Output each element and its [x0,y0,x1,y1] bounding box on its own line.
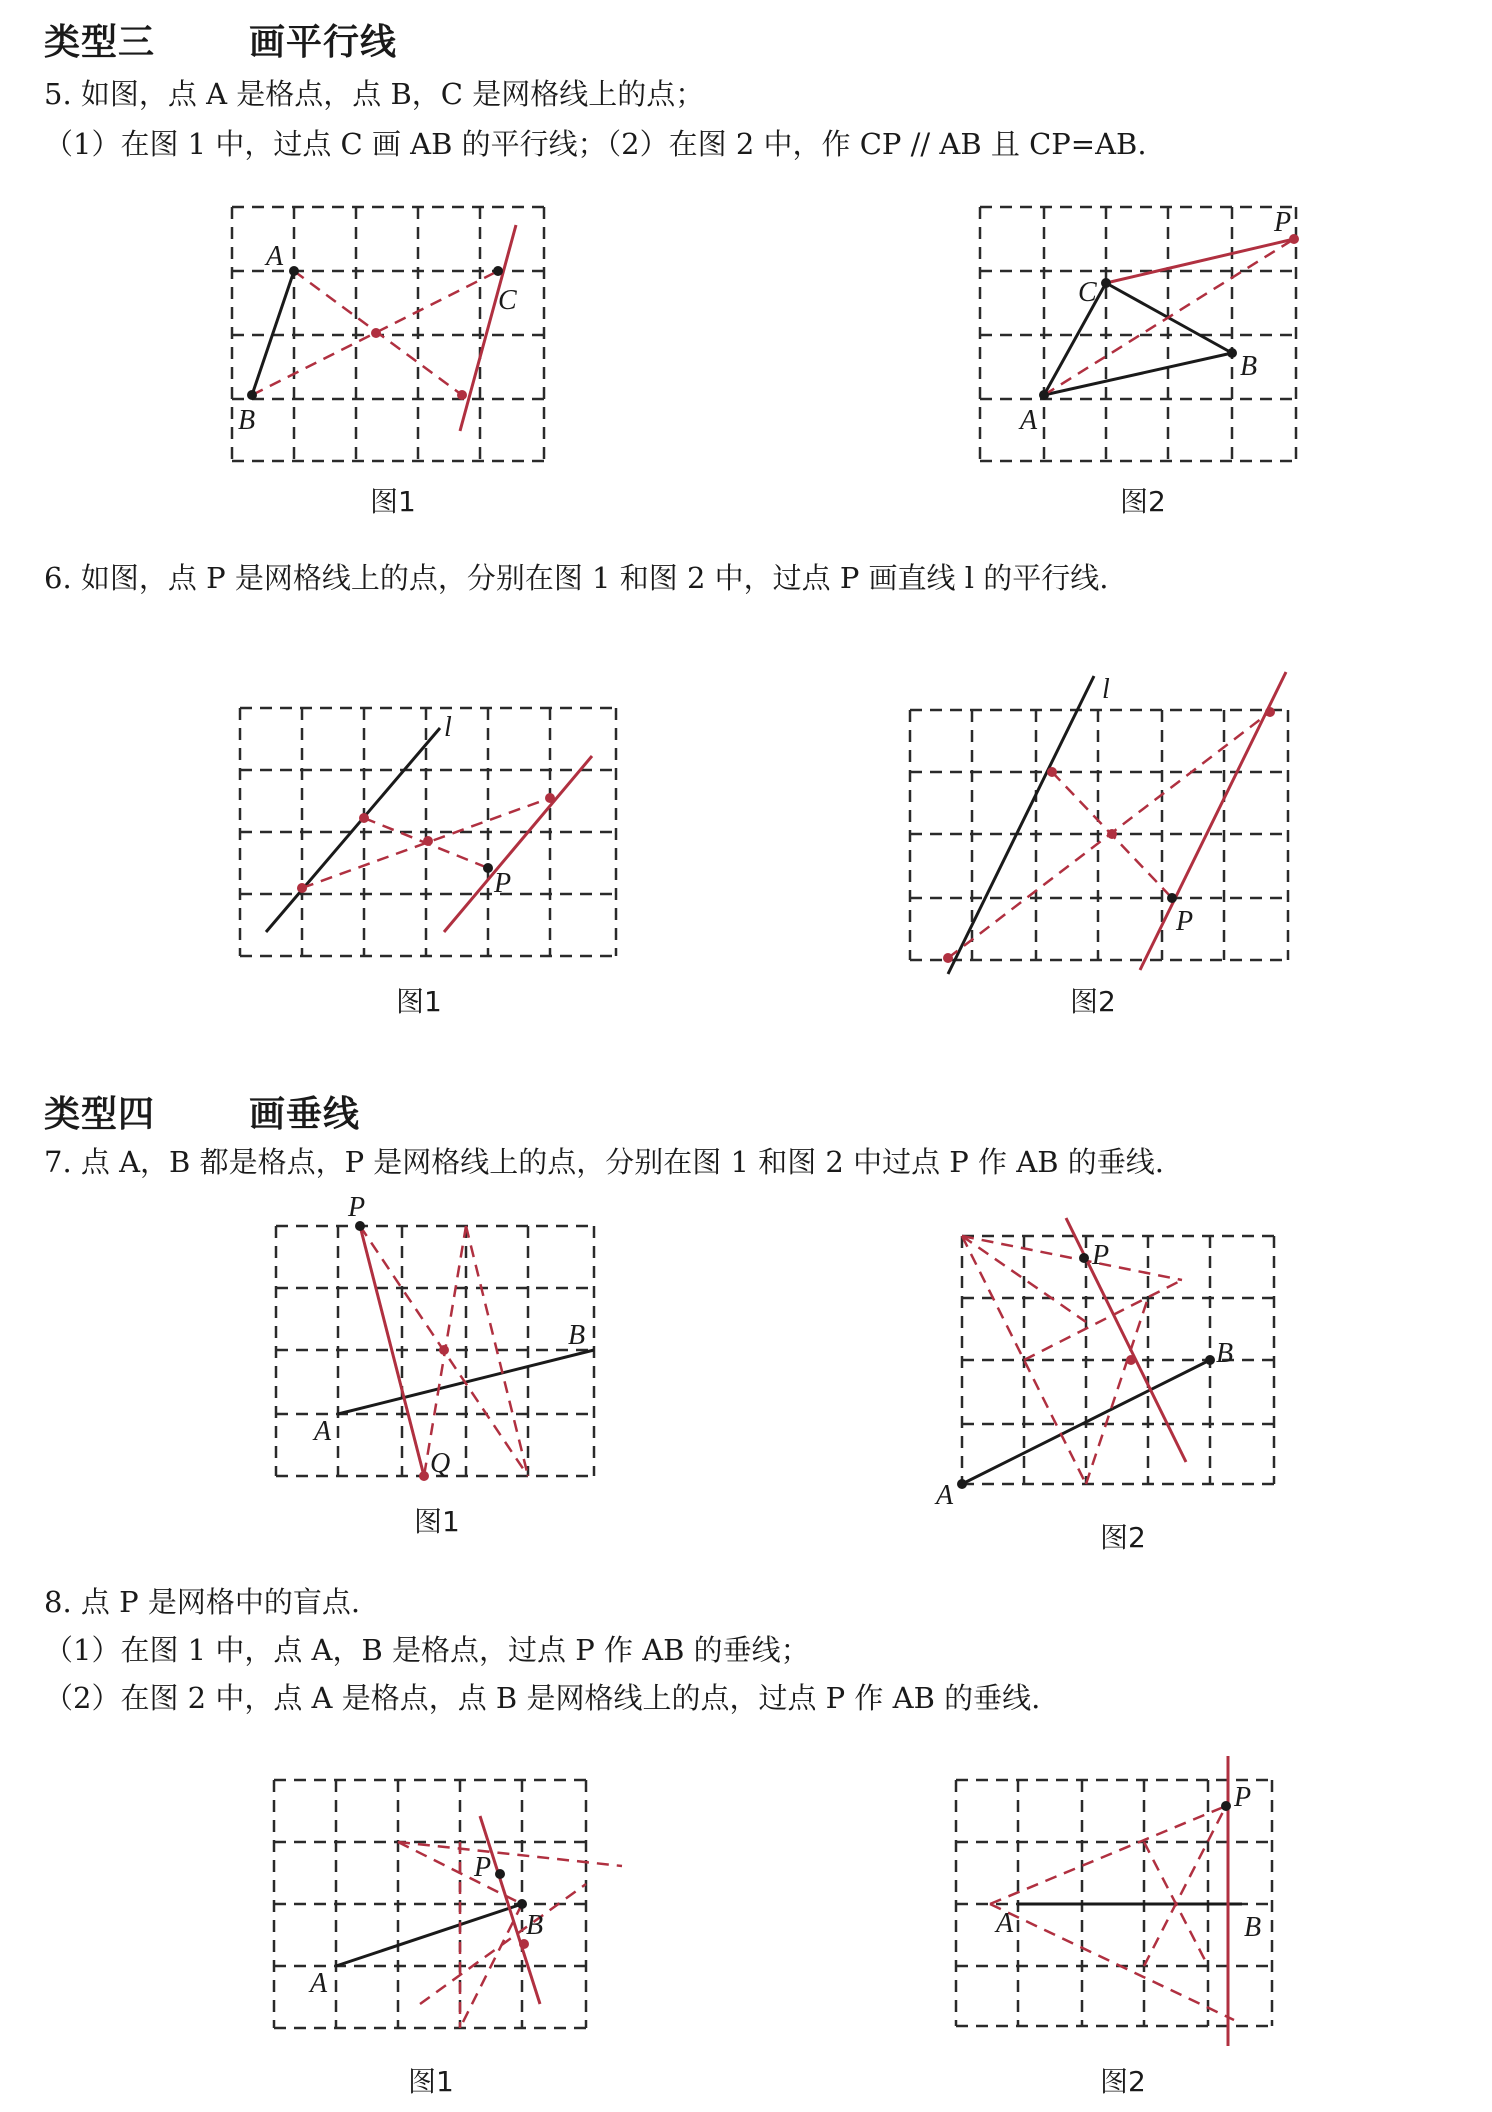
label-B: B [568,1320,586,1351]
label-C: C [498,285,517,316]
section-label: 类型四 [44,1094,156,1135]
section-heading-perpendicular [44,1086,360,1137]
p5-caption-2: 图2 [1120,485,1166,518]
p7-caption-2: 图2 [1100,1521,1146,1554]
label-C: C [1078,277,1097,308]
p7-figure-2 [936,1212,1296,1512]
p6-caption-1: 图1 [396,985,442,1018]
label-Q: Q [430,1448,451,1479]
p5-figure-1 [226,205,546,465]
label-l: l [444,712,452,743]
label-A: A [266,241,284,272]
p8-figure-2 [950,1756,1290,2046]
label-A: A [996,1908,1014,1939]
p8-caption-2: 图2 [1100,2065,1146,2098]
problem-7-line-1: 7. 点 A，B 都是格点，P 是网格线上的点，分别在图 1 和图 2 中过点 P 作 AB 的垂线. [44,1145,1164,1179]
section-heading-parallel [44,14,397,65]
p7-figure-1 [274,1192,604,1486]
label-A: A [936,1480,954,1511]
p7-caption-1: 图1 [414,1505,460,1538]
label-A: A [314,1416,332,1447]
label-B: B [1240,351,1258,382]
section-title: 画垂线 [249,1094,361,1135]
label-A: A [310,1968,328,1999]
problem-8-line-1: 8. 点 P 是网格中的盲点. [44,1585,361,1619]
grid [240,708,616,956]
label-B: B [1216,1338,1234,1369]
p6-figure-2 [908,670,1298,980]
p6-caption-2: 图2 [1070,985,1116,1018]
label-P: P [1234,1782,1252,1813]
label-B: B [238,405,256,436]
p5-caption-1: 图1 [370,485,416,518]
p8-caption-1: 图1 [408,2065,454,2098]
label-P: P [494,868,512,899]
problem-5-line-2: （1）在图 1 中，过点 C 画 AB 的平行线；（2）在图 2 中，作 CP // AB 且 CP=AB. [44,127,1147,161]
label-P: P [474,1852,492,1883]
section-label: 类型三 [44,22,156,63]
problem-6-line-1: 6. 如图，点 P 是网格线上的点，分别在图 1 和图 2 中，过点 P 画直线 l 的平行线. [44,561,1109,595]
problem-8-line-3: （2）在图 2 中，点 A 是格点，点 B 是网格线上的点，过点 P 作 AB 的垂线. [44,1681,1041,1715]
label-P: P [348,1192,366,1223]
label-P: P [1274,207,1292,238]
grid [910,710,1288,960]
label-P: P [1176,906,1194,937]
p6-figure-1 [238,706,618,966]
label-l: l [1102,674,1110,705]
p8-figure-1 [270,1776,630,2046]
label-A: A [1020,405,1038,436]
p5-figure-2 [978,205,1298,465]
problem-5-line-1: 5. 如图，点 A 是格点，点 B，C 是网格线上的点； [44,77,705,111]
label-B: B [1244,1912,1262,1943]
section-title: 画平行线 [249,22,398,63]
label-P: P [1092,1240,1110,1271]
problem-8-line-2: （1）在图 1 中，点 A，B 是格点，过点 P 作 AB 的垂线； [44,1633,810,1667]
label-B: B [526,1910,544,1941]
